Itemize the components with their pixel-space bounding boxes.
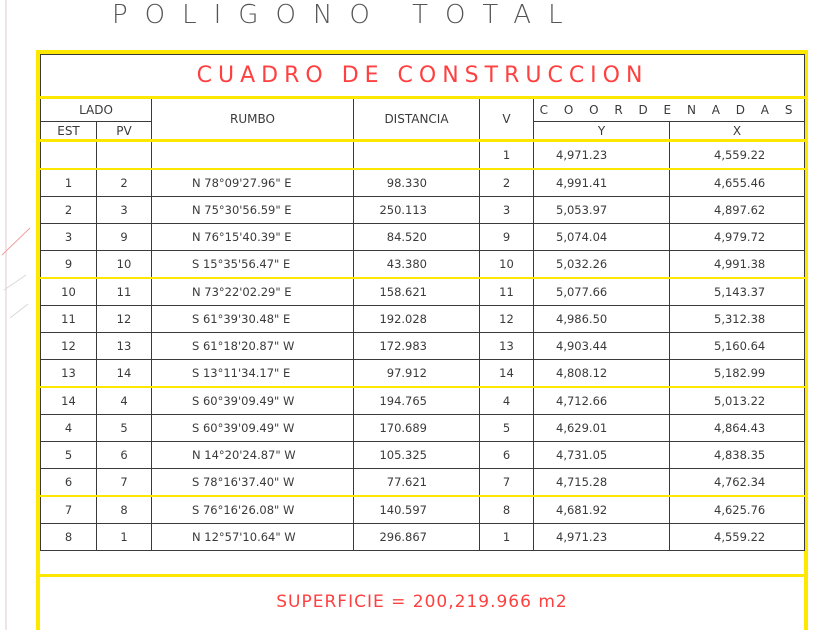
cell-vertex: 2	[480, 169, 534, 197]
construction-table	[40, 54, 805, 551]
cell-pv: 10	[97, 251, 152, 279]
cell-rumbo: N 75°30'56.59" E	[152, 197, 354, 224]
cell-pv: 11	[97, 278, 152, 306]
cell-vertex: 1	[480, 141, 534, 170]
drawing-margin-lines	[0, 0, 34, 630]
cell-distancia: 172.983	[354, 333, 480, 360]
header-lado: LADO	[41, 98, 152, 122]
cell-rumbo: N 12°57'10.64" W	[152, 524, 354, 551]
cell-rumbo: N 14°20'24.87" W	[152, 442, 354, 469]
cell-est: 6	[41, 469, 97, 497]
cell-coord-y: 4,971.23	[534, 524, 670, 551]
table-row	[41, 442, 805, 469]
cell-coord-x: 5,160.64	[670, 333, 805, 360]
construction-table-frame	[36, 50, 808, 630]
cell-distancia: 158.621	[354, 278, 480, 306]
table-body	[41, 141, 805, 551]
cell-pv: 3	[97, 197, 152, 224]
header-y: Y	[534, 122, 670, 141]
cell-est	[41, 141, 97, 170]
cell-est: 5	[41, 442, 97, 469]
cell-distancia: 296.867	[354, 524, 480, 551]
cell-pv: 14	[97, 360, 152, 388]
cell-distancia	[354, 141, 480, 170]
table-row	[41, 469, 805, 497]
cell-coord-x: 4,838.35	[670, 442, 805, 469]
cell-rumbo: S 15°35'56.47" E	[152, 251, 354, 279]
table-row	[41, 251, 805, 279]
cell-vertex: 8	[480, 496, 534, 524]
cell-est: 11	[41, 306, 97, 333]
cell-rumbo: S 60°39'09.49" W	[152, 387, 354, 415]
cell-rumbo: S 78°16'37.40" W	[152, 469, 354, 497]
cell-coord-x: 4,979.72	[670, 224, 805, 251]
header-vertex: V	[480, 98, 534, 141]
cell-coord-y: 5,077.66	[534, 278, 670, 306]
cell-est: 2	[41, 197, 97, 224]
cell-est: 3	[41, 224, 97, 251]
cell-est: 12	[41, 333, 97, 360]
table-row	[41, 496, 805, 524]
cell-pv: 7	[97, 469, 152, 497]
cell-distancia: 194.765	[354, 387, 480, 415]
cell-vertex: 14	[480, 360, 534, 388]
cell-pv: 13	[97, 333, 152, 360]
cell-distancia: 250.113	[354, 197, 480, 224]
cell-coord-y: 4,731.05	[534, 442, 670, 469]
header-coordenadas: C O O R D E N A D A S	[534, 98, 805, 122]
header-distancia: DISTANCIA	[354, 98, 480, 141]
cell-est: 4	[41, 415, 97, 442]
cell-distancia: 98.330	[354, 169, 480, 197]
cell-est: 8	[41, 524, 97, 551]
cell-coord-x: 5,312.38	[670, 306, 805, 333]
header-rumbo: RUMBO	[152, 98, 354, 141]
header-pv: PV	[97, 122, 152, 141]
table-row	[41, 169, 805, 197]
cell-coord-y: 5,074.04	[534, 224, 670, 251]
header-x: X	[670, 122, 805, 141]
cell-rumbo: S 60°39'09.49" W	[152, 415, 354, 442]
table-row	[41, 306, 805, 333]
cell-pv: 5	[97, 415, 152, 442]
cell-rumbo: S 61°18'20.87" W	[152, 333, 354, 360]
construction-table-inner	[40, 54, 804, 630]
cell-rumbo: N 73°22'02.29" E	[152, 278, 354, 306]
table-row	[41, 278, 805, 306]
cell-coord-y: 4,681.92	[534, 496, 670, 524]
table-row	[41, 141, 805, 170]
cell-coord-y: 4,903.44	[534, 333, 670, 360]
table-row	[41, 224, 805, 251]
cell-distancia: 170.689	[354, 415, 480, 442]
cell-coord-x: 4,625.76	[670, 496, 805, 524]
cell-vertex: 6	[480, 442, 534, 469]
cell-distancia: 97.912	[354, 360, 480, 388]
table-row	[41, 524, 805, 551]
cell-pv: 8	[97, 496, 152, 524]
cell-vertex: 3	[480, 197, 534, 224]
cell-coord-y: 4,715.28	[534, 469, 670, 497]
cell-coord-x: 4,897.62	[670, 197, 805, 224]
cell-vertex: 10	[480, 251, 534, 279]
cell-rumbo: S 76°16'26.08" W	[152, 496, 354, 524]
cell-coord-y: 4,971.23	[534, 141, 670, 170]
cell-coord-x: 4,762.34	[670, 469, 805, 497]
cell-pv: 9	[97, 224, 152, 251]
cell-coord-y: 4,808.12	[534, 360, 670, 388]
cell-vertex: 1	[480, 524, 534, 551]
cell-pv: 6	[97, 442, 152, 469]
table-row	[41, 360, 805, 388]
cell-est: 7	[41, 496, 97, 524]
cell-distancia: 84.520	[354, 224, 480, 251]
header-est: EST	[41, 122, 97, 141]
cell-est: 9	[41, 251, 97, 279]
cell-coord-y: 5,053.97	[534, 197, 670, 224]
cell-vertex: 4	[480, 387, 534, 415]
cell-coord-x: 4,559.22	[670, 141, 805, 170]
table-row	[41, 415, 805, 442]
cell-pv: 12	[97, 306, 152, 333]
cell-pv: 4	[97, 387, 152, 415]
cell-est: 14	[41, 387, 97, 415]
cell-vertex: 5	[480, 415, 534, 442]
cell-vertex: 9	[480, 224, 534, 251]
cell-pv	[97, 141, 152, 170]
table-caption-row	[41, 55, 805, 98]
cell-rumbo: S 13°11'34.17" E	[152, 360, 354, 388]
cell-coord-y: 4,986.50	[534, 306, 670, 333]
cell-rumbo	[152, 141, 354, 170]
table-row	[41, 197, 805, 224]
cell-vertex: 12	[480, 306, 534, 333]
cell-coord-x: 4,559.22	[670, 524, 805, 551]
superficie-total: SUPERFICIE = 200,219.966 m2	[40, 574, 804, 633]
cell-est: 10	[41, 278, 97, 306]
cell-pv: 1	[97, 524, 152, 551]
cell-distancia: 43.380	[354, 251, 480, 279]
cell-distancia: 192.028	[354, 306, 480, 333]
cell-coord-y: 4,712.66	[534, 387, 670, 415]
cell-vertex: 7	[480, 469, 534, 497]
cell-coord-x: 5,013.22	[670, 387, 805, 415]
cell-distancia: 105.325	[354, 442, 480, 469]
table-caption: CUADRO DE CONSTRUCCION	[41, 55, 805, 98]
cell-coord-x: 4,864.43	[670, 415, 805, 442]
cell-vertex: 13	[480, 333, 534, 360]
cell-distancia: 140.597	[354, 496, 480, 524]
table-row	[41, 387, 805, 415]
cell-coord-x: 5,143.37	[670, 278, 805, 306]
cell-coord-y: 4,991.41	[534, 169, 670, 197]
table-row	[41, 333, 805, 360]
cell-est: 13	[41, 360, 97, 388]
cell-coord-y: 4,629.01	[534, 415, 670, 442]
cell-coord-y: 5,032.26	[534, 251, 670, 279]
cell-coord-x: 5,182.99	[670, 360, 805, 388]
cell-rumbo: S 61°39'30.48" E	[152, 306, 354, 333]
cell-pv: 2	[97, 169, 152, 197]
cell-distancia: 77.621	[354, 469, 480, 497]
cell-coord-x: 4,655.46	[670, 169, 805, 197]
cell-coord-x: 4,991.38	[670, 251, 805, 279]
cell-est: 1	[41, 169, 97, 197]
page-title: POLIGONO TOTAL	[112, 0, 580, 30]
cell-vertex: 11	[480, 278, 534, 306]
header-row-1	[41, 98, 805, 122]
cell-rumbo: N 78°09'27.96" E	[152, 169, 354, 197]
cell-rumbo: N 76°15'40.39" E	[152, 224, 354, 251]
